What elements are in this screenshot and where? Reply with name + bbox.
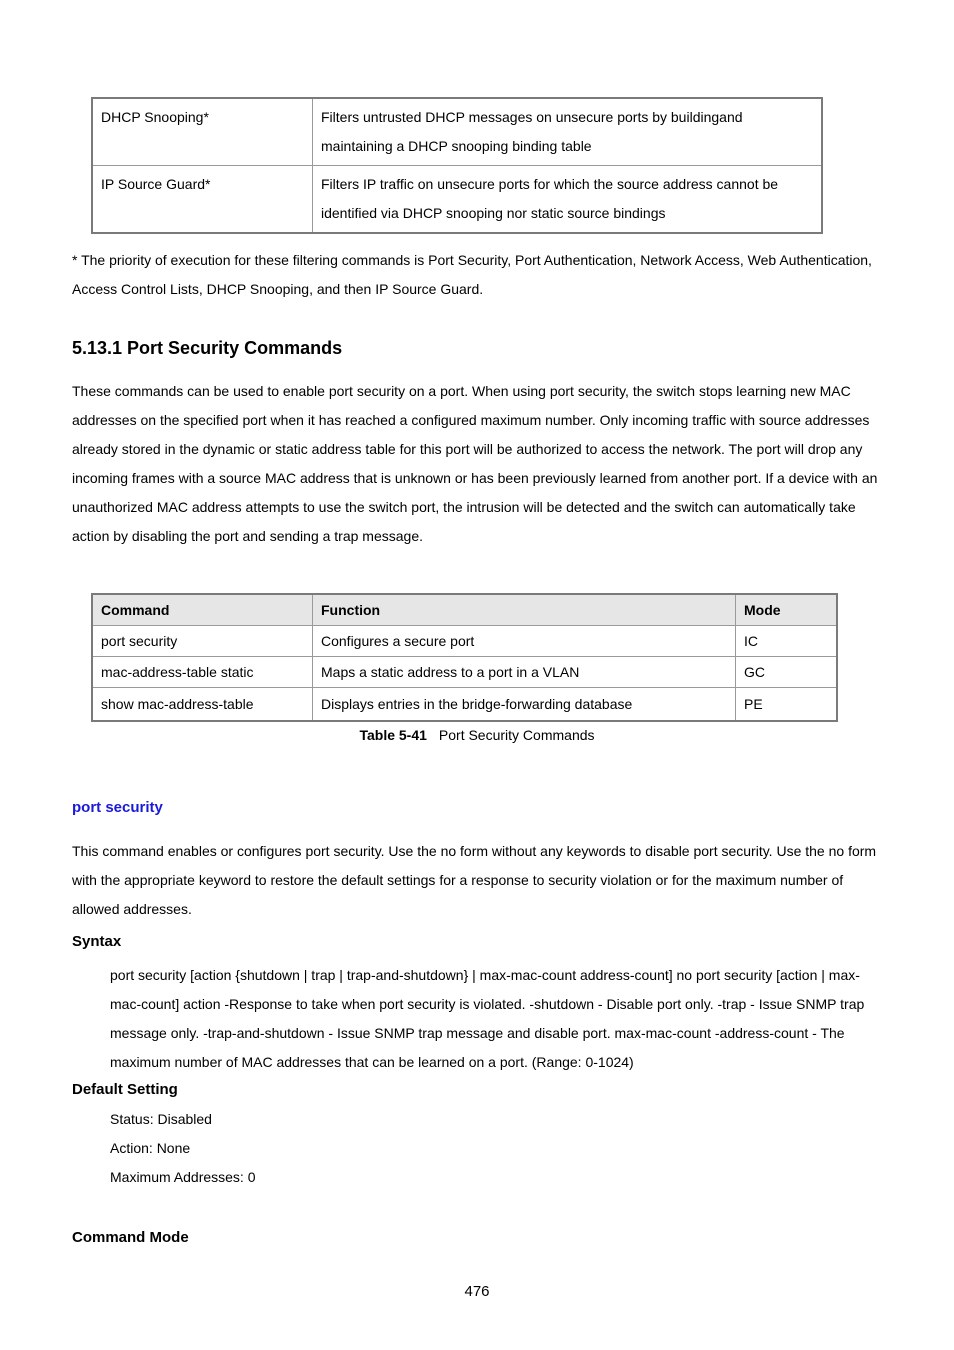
table-cell: mac-address-table static bbox=[92, 657, 313, 688]
page-number: 476 bbox=[464, 1283, 490, 1300]
syntax-text: port security [action {shutdown | trap | trap-and-shutdown} | max-mac-count address-count] no port security [action | max-mac-count] action -Response to take when port security is violated. -shutdown - Disable port only. -trap - Issue SNMP trap message only. -trap-and-shutdown - Issue SNMP trap message and disable port. max-mac-count -address-count - The maximum number of MAC addresses that can be learned on a port. (Range: 0-1024) bbox=[110, 967, 865, 1070]
default-status: Status: Disabled bbox=[110, 1111, 212, 1127]
table-row bbox=[92, 626, 837, 657]
table-cell: DHCP Snooping* bbox=[92, 98, 313, 166]
column-header: Function bbox=[313, 594, 736, 626]
syntax-heading: Syntax bbox=[72, 933, 122, 950]
table-row bbox=[92, 166, 822, 234]
table-cell: Filters untrusted DHCP messages on unsecure ports by buildingand maintaining a DHCP snooping binding table bbox=[313, 98, 823, 166]
table-cell: Maps a static address to a port in a VLAN bbox=[313, 657, 736, 688]
table-cell: show mac-address-table bbox=[92, 688, 313, 721]
table-cell: port security bbox=[92, 626, 313, 657]
table-row bbox=[92, 688, 837, 721]
port-security-heading: port security bbox=[72, 799, 163, 816]
column-header: Command bbox=[92, 594, 313, 626]
default-max-addresses: Maximum Addresses: 0 bbox=[110, 1169, 256, 1185]
table-caption bbox=[0, 727, 954, 743]
table-cell: PE bbox=[736, 688, 838, 721]
table-cell: IP Source Guard* bbox=[92, 166, 313, 234]
table-cell: IC bbox=[736, 626, 838, 657]
table-cell: Filters IP traffic on unsecure ports for which the source address cannot be identified via DHCP snooping nor static source bindings bbox=[313, 166, 823, 234]
port-security-description: This command enables or configures port security. Use the no form without any keywords to disable port security. Use the no form with the appropriate keyword to restore the default settings for a response to security violation or for the maximum number of allowed addresses. bbox=[72, 843, 877, 917]
default-setting-heading: Default Setting bbox=[72, 1081, 178, 1098]
port-security-commands-table bbox=[91, 593, 838, 722]
filter-commands-table bbox=[91, 97, 823, 234]
command-mode-heading: Command Mode bbox=[72, 1229, 189, 1246]
table-caption-text: Port Security Commands bbox=[438, 727, 595, 743]
table-caption-label: Table 5-41 bbox=[359, 727, 427, 743]
table-cell: Configures a secure port bbox=[313, 626, 736, 657]
table-row bbox=[92, 657, 837, 688]
default-action: Action: None bbox=[110, 1140, 191, 1156]
section-intro: These commands can be used to enable port security on a port. When using port security, the switch stops learning new MAC addresses on the specified port when it has reached a configured maximum number. Only incoming traffic with source addresses already stored in the dynamic or static address table for this port will be authorized to access the network. The port will drop any incoming frames with a source MAC address that is unknown or has been previously learned from another port. If a device with an unauthorized MAC address attempts to use the switch port, the intrusion will be detected and the switch can automatically take action by disabling the port and sending a trap message. bbox=[72, 383, 878, 544]
section-title: 5.13.1 Port Security Commands bbox=[72, 338, 343, 358]
table-cell: Displays entries in the bridge-forwarding database bbox=[313, 688, 736, 721]
table-row bbox=[92, 98, 822, 166]
footnote: * The priority of execution for these filtering commands is Port Security, Port Authentication, Network Access, Web Authentication, Access Control Lists, DHCP Snooping, and then IP Source Guard. bbox=[72, 252, 872, 297]
table-header-row bbox=[92, 594, 837, 626]
table-cell: GC bbox=[736, 657, 838, 688]
column-header: Mode bbox=[736, 594, 838, 626]
